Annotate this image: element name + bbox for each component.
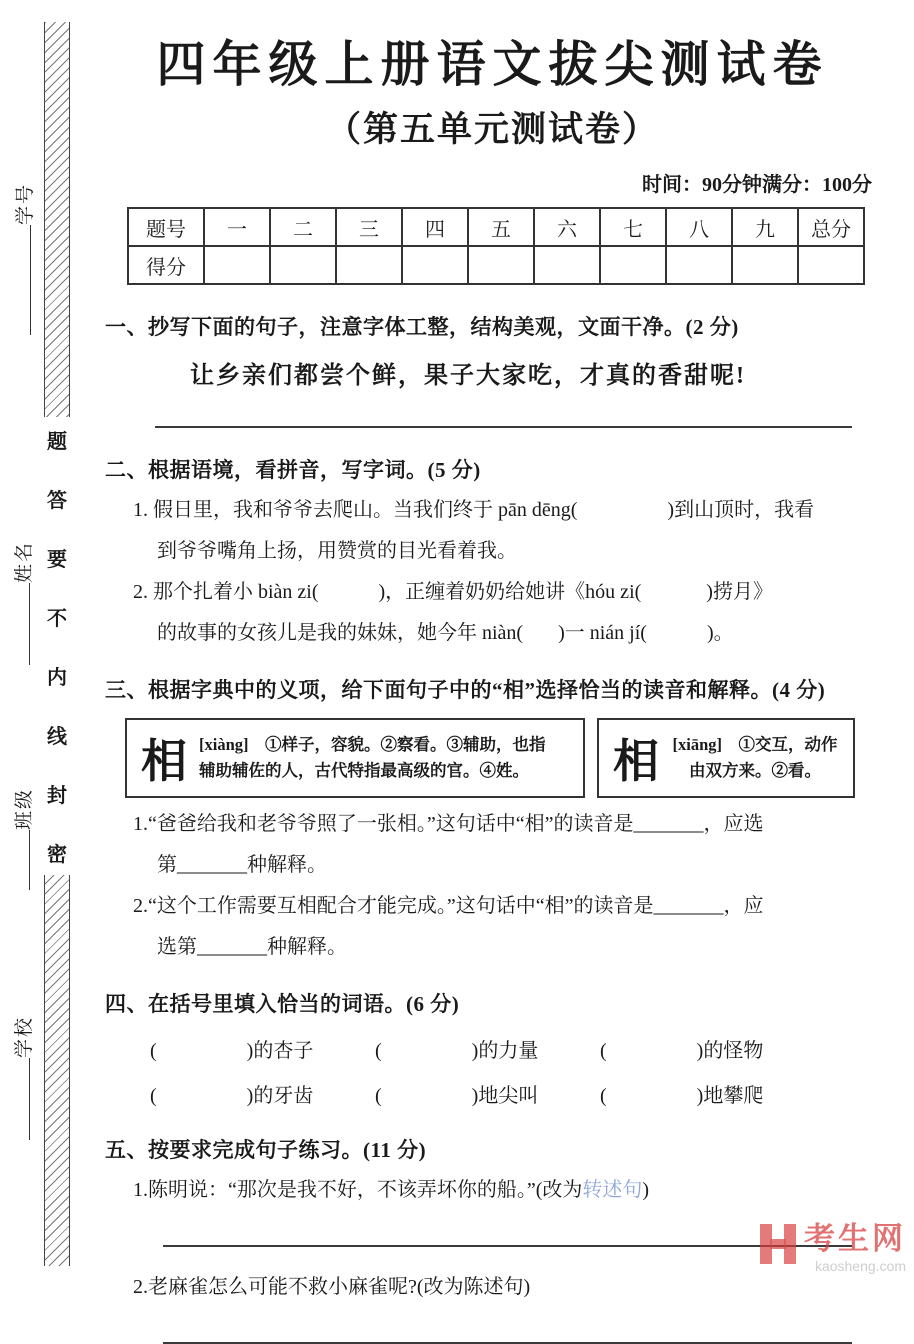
- page-title: 四年级上册语文拔尖测试卷: [156, 38, 829, 92]
- definition-box-xiang1: [597, 718, 855, 798]
- section5-item1-text: 1.陈明说：“那次是我不好，不该弄坏你的船。”(改为: [133, 1179, 583, 1201]
- score-table-score-row: [128, 246, 864, 284]
- section3-item1-line2: 第_______种解释。: [157, 854, 327, 876]
- name-text: 姓名: [13, 540, 35, 583]
- brand-domain: kaosheng.com: [814, 1258, 906, 1274]
- section2-heading: 二、根据语境，看拼音，写字词。(5 分): [105, 458, 481, 482]
- class-text: 班级: [13, 787, 35, 830]
- section4-row1: [150, 1034, 880, 1063]
- definition-meanings: ①样子，容貌。②察看。③辅助，也指辅助辅佐的人，古代特指最高级的官。④姓。: [199, 735, 546, 780]
- brand-text-block: [804, 1222, 906, 1274]
- definition-character: 相: [613, 736, 659, 787]
- score-blank-cell: [600, 246, 666, 284]
- fill-in-phrase: ( )的杏子: [150, 1040, 314, 1062]
- section3-item2-line1: 2.“这个工作需要互相配合才能完成。”这句话中“相”的读音是_______，应: [133, 895, 764, 917]
- score-header-cell: 八: [666, 208, 732, 246]
- answer-line: [163, 1245, 852, 1247]
- seal-char: 要: [47, 549, 67, 571]
- section5-item1-close: ): [642, 1179, 650, 1201]
- school-blank: [15, 1058, 30, 1140]
- seal-char: 封: [47, 785, 67, 807]
- score-blank-cell: [204, 246, 270, 284]
- section5-item1-highlight: 转述句: [582, 1179, 643, 1201]
- name-label: [10, 527, 34, 667]
- time-and-score-info: 时间：90分钟满分：100分: [642, 174, 872, 196]
- seal-char: 不: [47, 608, 67, 630]
- definition-meanings: ①交互，动作由双方来。②看。: [689, 735, 838, 780]
- section3-item1-line1: 1.“爸爸给我和老爷爷照了一张相。”这句话中“相”的读音是_______，应选: [133, 813, 764, 835]
- score-header-cell: 二: [270, 208, 336, 246]
- section5-heading: 五、按要求完成句子练习。(11 分): [105, 1138, 427, 1162]
- seal-line-text: [42, 417, 72, 875]
- name-blank: [15, 583, 30, 665]
- definition-character: 相: [141, 736, 187, 787]
- fill-in-phrase: ( )的牙齿: [150, 1085, 314, 1107]
- fill-in-phrase: ( )的力量: [375, 1040, 539, 1062]
- exam-content: [105, 14, 880, 1344]
- school-text: 学校: [13, 1015, 35, 1058]
- student-number-text: 学号: [14, 182, 36, 225]
- score-header-cell: 题号: [128, 208, 204, 246]
- definition-pinyin: [xiāng]: [672, 735, 722, 755]
- score-header-cell: 一: [204, 208, 270, 246]
- student-number-blank: [16, 225, 31, 335]
- brand-name: 考生网: [804, 1220, 906, 1256]
- score-blank-cell: [666, 246, 732, 284]
- section2-item1-line1: 1. 假日里，我和爷爷去爬山。当我们终于 pān dēng( )到山顶时，我看: [133, 499, 815, 521]
- section1-heading: 一、抄写下面的句子，注意字体工整，结构美观，文面干净。(2 分): [105, 315, 739, 339]
- score-blank-cell: [468, 246, 534, 284]
- kaosheng-watermark: [758, 1222, 906, 1274]
- section4-heading: 四、在括号里填入恰当的词语。(6 分): [105, 992, 460, 1016]
- score-blank-cell: [534, 246, 600, 284]
- seal-char: 答: [47, 490, 67, 512]
- page-subtitle: （第五单元测试卷）: [325, 110, 659, 149]
- seal-char: 密: [47, 844, 67, 866]
- fill-in-phrase: ( )地攀爬: [600, 1085, 764, 1107]
- score-table: [127, 207, 865, 285]
- answer-line: [155, 426, 852, 428]
- definition-text: [671, 732, 839, 783]
- section1-copy-sentence: 让乡亲们都尝个鲜，果子大家吃，才真的香甜呢!: [190, 363, 746, 389]
- seal-char: 线: [47, 726, 67, 748]
- definition-text: [199, 732, 555, 783]
- score-header-cell: 四: [402, 208, 468, 246]
- score-header-cell: 总分: [798, 208, 864, 246]
- fill-in-phrase: ( )的怪物: [600, 1040, 764, 1062]
- score-blank-cell: [732, 246, 798, 284]
- section4-row2: [150, 1079, 880, 1108]
- logo-bar: [784, 1224, 796, 1264]
- score-blank-cell: [270, 246, 336, 284]
- seal-char: 内: [47, 667, 67, 689]
- score-header-cell: 七: [600, 208, 666, 246]
- score-header-cell: 九: [732, 208, 798, 246]
- kaosheng-logo-icon: [758, 1224, 798, 1264]
- score-blank-cell: [798, 246, 864, 284]
- section5-item1: [133, 1176, 880, 1205]
- definition-pinyin: [xiàng]: [199, 735, 249, 755]
- section3-item2-line2: 选第_______种解释。: [157, 936, 347, 958]
- section2-item1-line2: 到爷爷嘴角上扬，用赞赏的目光看着我。: [157, 540, 517, 562]
- section3-heading: 三、根据字典中的义项，给下面句子中的“相”选择恰当的读音和解释。(4 分): [105, 678, 826, 702]
- school-label: [10, 1002, 34, 1142]
- class-blank: [15, 830, 30, 890]
- class-label: [10, 772, 34, 892]
- score-table-header-row: [128, 208, 864, 246]
- score-header-cell: 五: [468, 208, 534, 246]
- dictionary-definition-boxes: [125, 718, 880, 798]
- definition-box-xiang4: [125, 718, 585, 798]
- fill-in-phrase: ( )地尖叫: [375, 1085, 539, 1107]
- section5-item2: 2.老麻雀怎么可能不救小麻雀呢?(改为陈述句): [133, 1276, 531, 1298]
- section2-item2-line1: 2. 那个扎着小 biàn zi( )，正缠着奶奶给她讲《hóu zi( )捞月》: [133, 581, 773, 603]
- score-blank-cell: [336, 246, 402, 284]
- seal-line-strip: [44, 22, 70, 1266]
- score-header-cell: 三: [336, 208, 402, 246]
- student-number-label: [11, 167, 35, 337]
- score-header-cell: 六: [534, 208, 600, 246]
- section2-item2-line2: 的故事的女孩儿是我的妹妹，她今年 niàn( )一 nián jí( )。: [157, 622, 734, 644]
- score-row-label: 得分: [128, 246, 204, 284]
- score-blank-cell: [402, 246, 468, 284]
- seal-char: 题: [47, 431, 67, 453]
